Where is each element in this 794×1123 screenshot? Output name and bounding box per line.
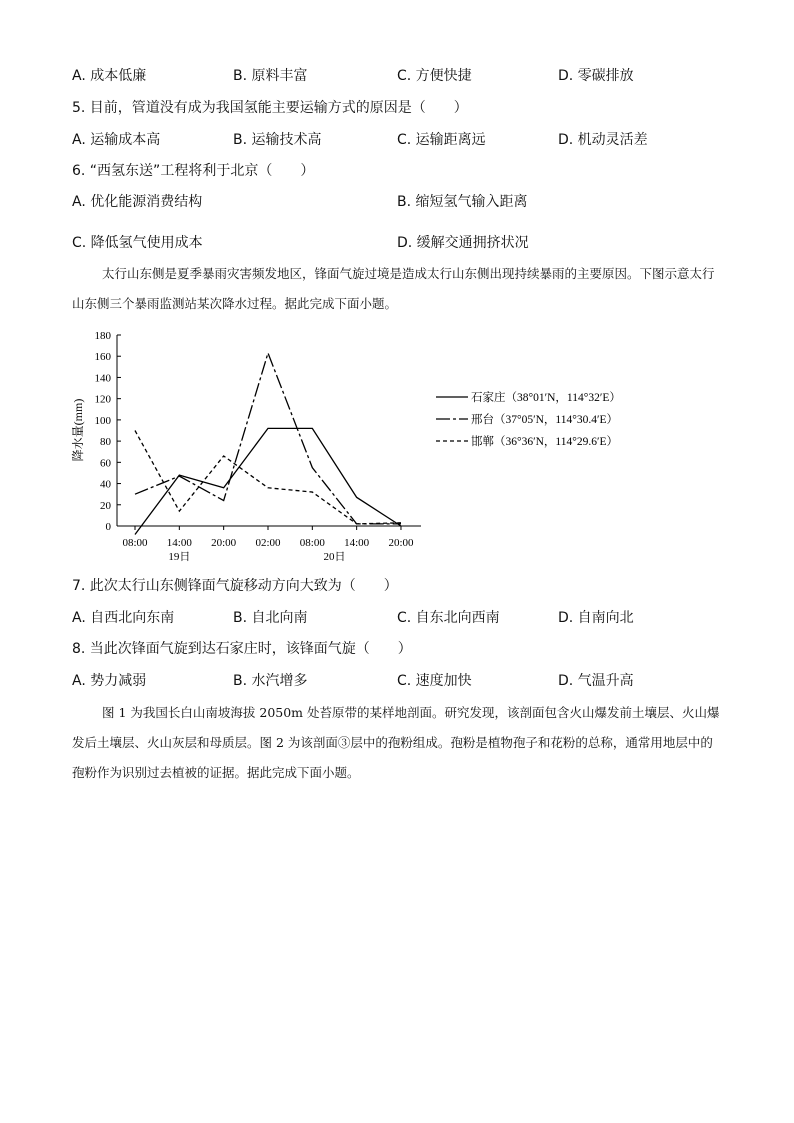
q6-option-c[interactable]: C. 降低氢气使用成本 [72,235,203,251]
precipitation-chart [0,325,794,565]
y-axis-title: 降水量(mm) [71,398,85,462]
q8-option-d[interactable]: D. 气温升高 [558,673,634,689]
y-tick-label: 180 [94,330,111,342]
q7-option-c[interactable]: C. 自东北向西南 [397,610,500,626]
x-tick-label: 08:00 [299,537,325,549]
x-tick-label: 02:00 [255,537,281,549]
q8-option-a[interactable]: A. 势力减弱 [72,673,147,689]
q6-option-d[interactable]: D. 缓解交通拥挤状况 [397,235,529,251]
legend-label-2: 邯郸（36°36′N，114°29.6′E） [471,436,619,448]
q6-option-b[interactable]: B. 缩短氢气输入距离 [397,194,528,210]
x-tick-label: 14:00 [344,537,370,549]
q4-option-a[interactable]: A. 成本低廉 [72,68,147,84]
q4-option-d[interactable]: D. 零碳排放 [558,68,634,84]
series-line-2 [135,431,401,524]
q5-option-a[interactable]: A. 运输成本高 [72,132,161,148]
series-line-1 [135,353,401,524]
q7-option-b[interactable]: B. 自北向南 [233,610,308,626]
q8-option-c[interactable]: C. 速度加快 [397,673,472,689]
legend-label-1: 邢台（37°05′N，114°30.4′E） [471,414,619,426]
y-tick-label: 120 [94,393,111,406]
q4-option-b[interactable]: B. 原料丰富 [233,68,308,84]
passage-2 [72,698,724,788]
series-line-0 [135,428,401,534]
q4-option-c[interactable]: C. 方便快捷 [397,68,472,84]
q6-stem: 6. “西氢东送”工程将利于北京（ ） [72,163,315,179]
y-tick-label: 0 [105,521,111,533]
q5-stem: 5. 目前，管道没有成为我国氢能主要运输方式的原因是（ ） [72,100,468,116]
passage-1-text: 太行山东侧是夏季暴雨灾害频发地区，锋面气旋过境是造成太行山东侧出现持续暴雨的主要原因。下图示意太行山东侧三个暴雨监测站某次降水过程。据此完成下面小题。 [72,266,715,311]
q7-stem: 7. 此次太行山东侧锋面气旋移动方向大致为（ ） [72,578,398,594]
x-day-label: 19日 [168,551,191,563]
passage-1 [72,259,724,319]
legend-label-0: 石家庄（38°01′N，114°32′E） [471,392,621,404]
q5-option-d[interactable]: D. 机动灵活差 [558,132,648,148]
q8-stem: 8. 当此次锋面气旋到达石家庄时，该锋面气旋（ ） [72,641,412,657]
x-tick-label: 14:00 [166,537,192,549]
q7-option-a[interactable]: A. 自西北向东南 [72,610,175,626]
x-tick-label: 20:00 [388,537,414,549]
y-tick-label: 60 [100,457,111,470]
x-tick-label: 08:00 [122,537,148,549]
x-day-label: 20日 [323,551,346,563]
x-tick-label: 20:00 [211,537,237,549]
y-tick-label: 20 [100,499,111,512]
q5-option-c[interactable]: C. 运输距离远 [397,132,486,148]
q5-option-b[interactable]: B. 运输技术高 [233,132,322,148]
q8-option-b[interactable]: B. 水汽增多 [233,673,308,689]
y-tick-label: 140 [94,372,111,385]
y-tick-label: 80 [100,436,111,449]
passage-2-text: 图 1 为我国长白山南坡海拔 2050m 处苔原带的某样地剖面。研究发现，该剖面包含火山爆发前土壤层、火山爆发后土壤层、火山灰层和母质层。图 2 为该剖面③层中的孢粉组成。孢粉是植物孢子和花粉的总称，通常用地层中的孢粉作为识别过去植被的证据。据此完成下面小题。 [72,705,720,780]
q7-option-d[interactable]: D. 自南向北 [558,610,634,626]
y-tick-label: 160 [94,351,111,364]
q6-option-a[interactable]: A. 优化能源消费结构 [72,194,203,210]
y-tick-label: 100 [94,414,111,427]
y-tick-label: 40 [100,478,111,491]
